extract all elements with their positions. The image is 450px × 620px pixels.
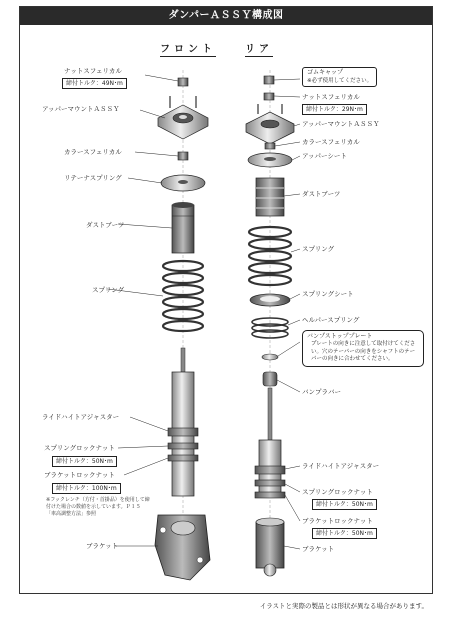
rear-damper-body-part bbox=[255, 388, 285, 498]
front-dust-boot-label: ダストブーツ bbox=[86, 221, 125, 229]
rear-rubber-cap-box bbox=[302, 67, 377, 87]
rear-spring-label: スプリング bbox=[302, 245, 335, 253]
front-collar-spherical-part bbox=[178, 152, 188, 160]
front-spring-part bbox=[163, 261, 203, 331]
front-wrench-note: ※フックレンチ（方付・首掛品）を使用して締付けた場合の数値を示しています。Ｐ１５「車高調整方法」参照 bbox=[46, 497, 150, 517]
front-nut-torque-box: 締付トルク：49N･m bbox=[62, 78, 127, 89]
rear-upper-sheet-label: アッパーシート bbox=[302, 152, 347, 160]
footer-disclaimer: イラストと実際の製品とは形状が異なる場合があります。 bbox=[259, 602, 428, 610]
rear-spring-lock-nut-label: スプリングロックナット bbox=[302, 488, 373, 496]
page-title: ダンパーＡＳＳＹ構成図 bbox=[20, 7, 432, 25]
rear-upper-sheet-part bbox=[248, 153, 292, 167]
rear-bracket-lock-torque-box: 締付トルク：50N･m bbox=[312, 528, 377, 539]
front-spring-lock-torque-box: 締付トルク：50N･m bbox=[52, 456, 117, 467]
rear-bump-stop-plate-label: バンプストッププレート bbox=[307, 333, 373, 340]
front-bracket-label: ブラケット bbox=[86, 542, 119, 550]
front-spring-lock-nut-label: スプリングロックナット bbox=[44, 444, 115, 452]
rear-nut-torque-box: 締付トルク：29N･m bbox=[302, 104, 367, 115]
front-bracket-lock-torque-box: 締付トルク：100N･m bbox=[52, 483, 121, 494]
rear-collar-spherical-part bbox=[265, 143, 275, 149]
front-ride-height-label: ライドハイトアジャスター bbox=[42, 413, 120, 421]
rear-bump-rubber-part bbox=[263, 372, 277, 386]
rear-helper-spring-label: ヘルパースプリング bbox=[302, 316, 360, 324]
rear-nut-spherical-label: ナットスフェリカル bbox=[302, 93, 360, 101]
rear-bump-rubber-label: バンプラバー bbox=[302, 388, 341, 396]
rear-bracket-label: ブラケット bbox=[302, 545, 335, 553]
rear-rubber-cap-label: ゴムキャップ bbox=[307, 69, 344, 76]
front-retainer-spring-label: リテーナスプリング bbox=[64, 174, 122, 182]
rear-rubber-cap-part bbox=[264, 76, 274, 84]
rear-rubber-cap-note: ※必ず使用してください。 bbox=[307, 78, 373, 84]
front-ride-height-part bbox=[168, 428, 198, 436]
rear-bracket-lock-nut-label: ブラケットロックナット bbox=[302, 517, 373, 525]
rear-collar-spherical-label: カラースフェリカル bbox=[302, 138, 360, 146]
rear-bump-stop-callout bbox=[302, 330, 424, 367]
rear-ride-height-label: ライドハイトアジャスター bbox=[302, 462, 380, 470]
rear-nut-spherical-part bbox=[264, 93, 274, 100]
rear-dust-boot-part bbox=[256, 178, 284, 216]
rear-dust-boot-label: ダストブーツ bbox=[302, 190, 341, 198]
front-spring-label: スプリング bbox=[92, 286, 125, 294]
rear-bump-stop-note: プレートの向きに注意して取付けてください。穴のテーパーの向きをシャフトのテーパーの向きに合わせてください。 bbox=[311, 341, 416, 362]
front-retainer-spring-part bbox=[161, 175, 205, 191]
front-collar-spherical-label: カラースフェリカル bbox=[64, 148, 122, 156]
front-nut-spherical-part bbox=[178, 78, 188, 86]
rear-bracket-part bbox=[256, 518, 284, 576]
rear-spring-sheet-label: スプリングシート bbox=[302, 290, 354, 298]
rear-ride-height-part bbox=[255, 466, 285, 474]
rear-bump-stop-plate-part bbox=[262, 354, 278, 360]
front-upper-mount-label: アッパーマウントＡＳＳＹ bbox=[42, 105, 120, 113]
rear-spring-lock-torque-box: 締付トルク：50N･m bbox=[312, 499, 377, 510]
front-damper-body-part bbox=[168, 348, 198, 496]
rear-heading: リア bbox=[245, 44, 273, 55]
rear-spring-sheet-part bbox=[250, 294, 290, 306]
front-bracket-lock-nut-label: ブラケットロックナット bbox=[44, 471, 115, 479]
front-bracket-part bbox=[155, 515, 210, 580]
front-nut-spherical-label: ナットスフェリカル bbox=[64, 67, 122, 75]
rear-upper-mount-label: アッパーマウントＡＳＳＹ bbox=[302, 120, 380, 128]
front-heading: フロント bbox=[160, 44, 216, 55]
front-dust-boot-part bbox=[172, 202, 194, 253]
